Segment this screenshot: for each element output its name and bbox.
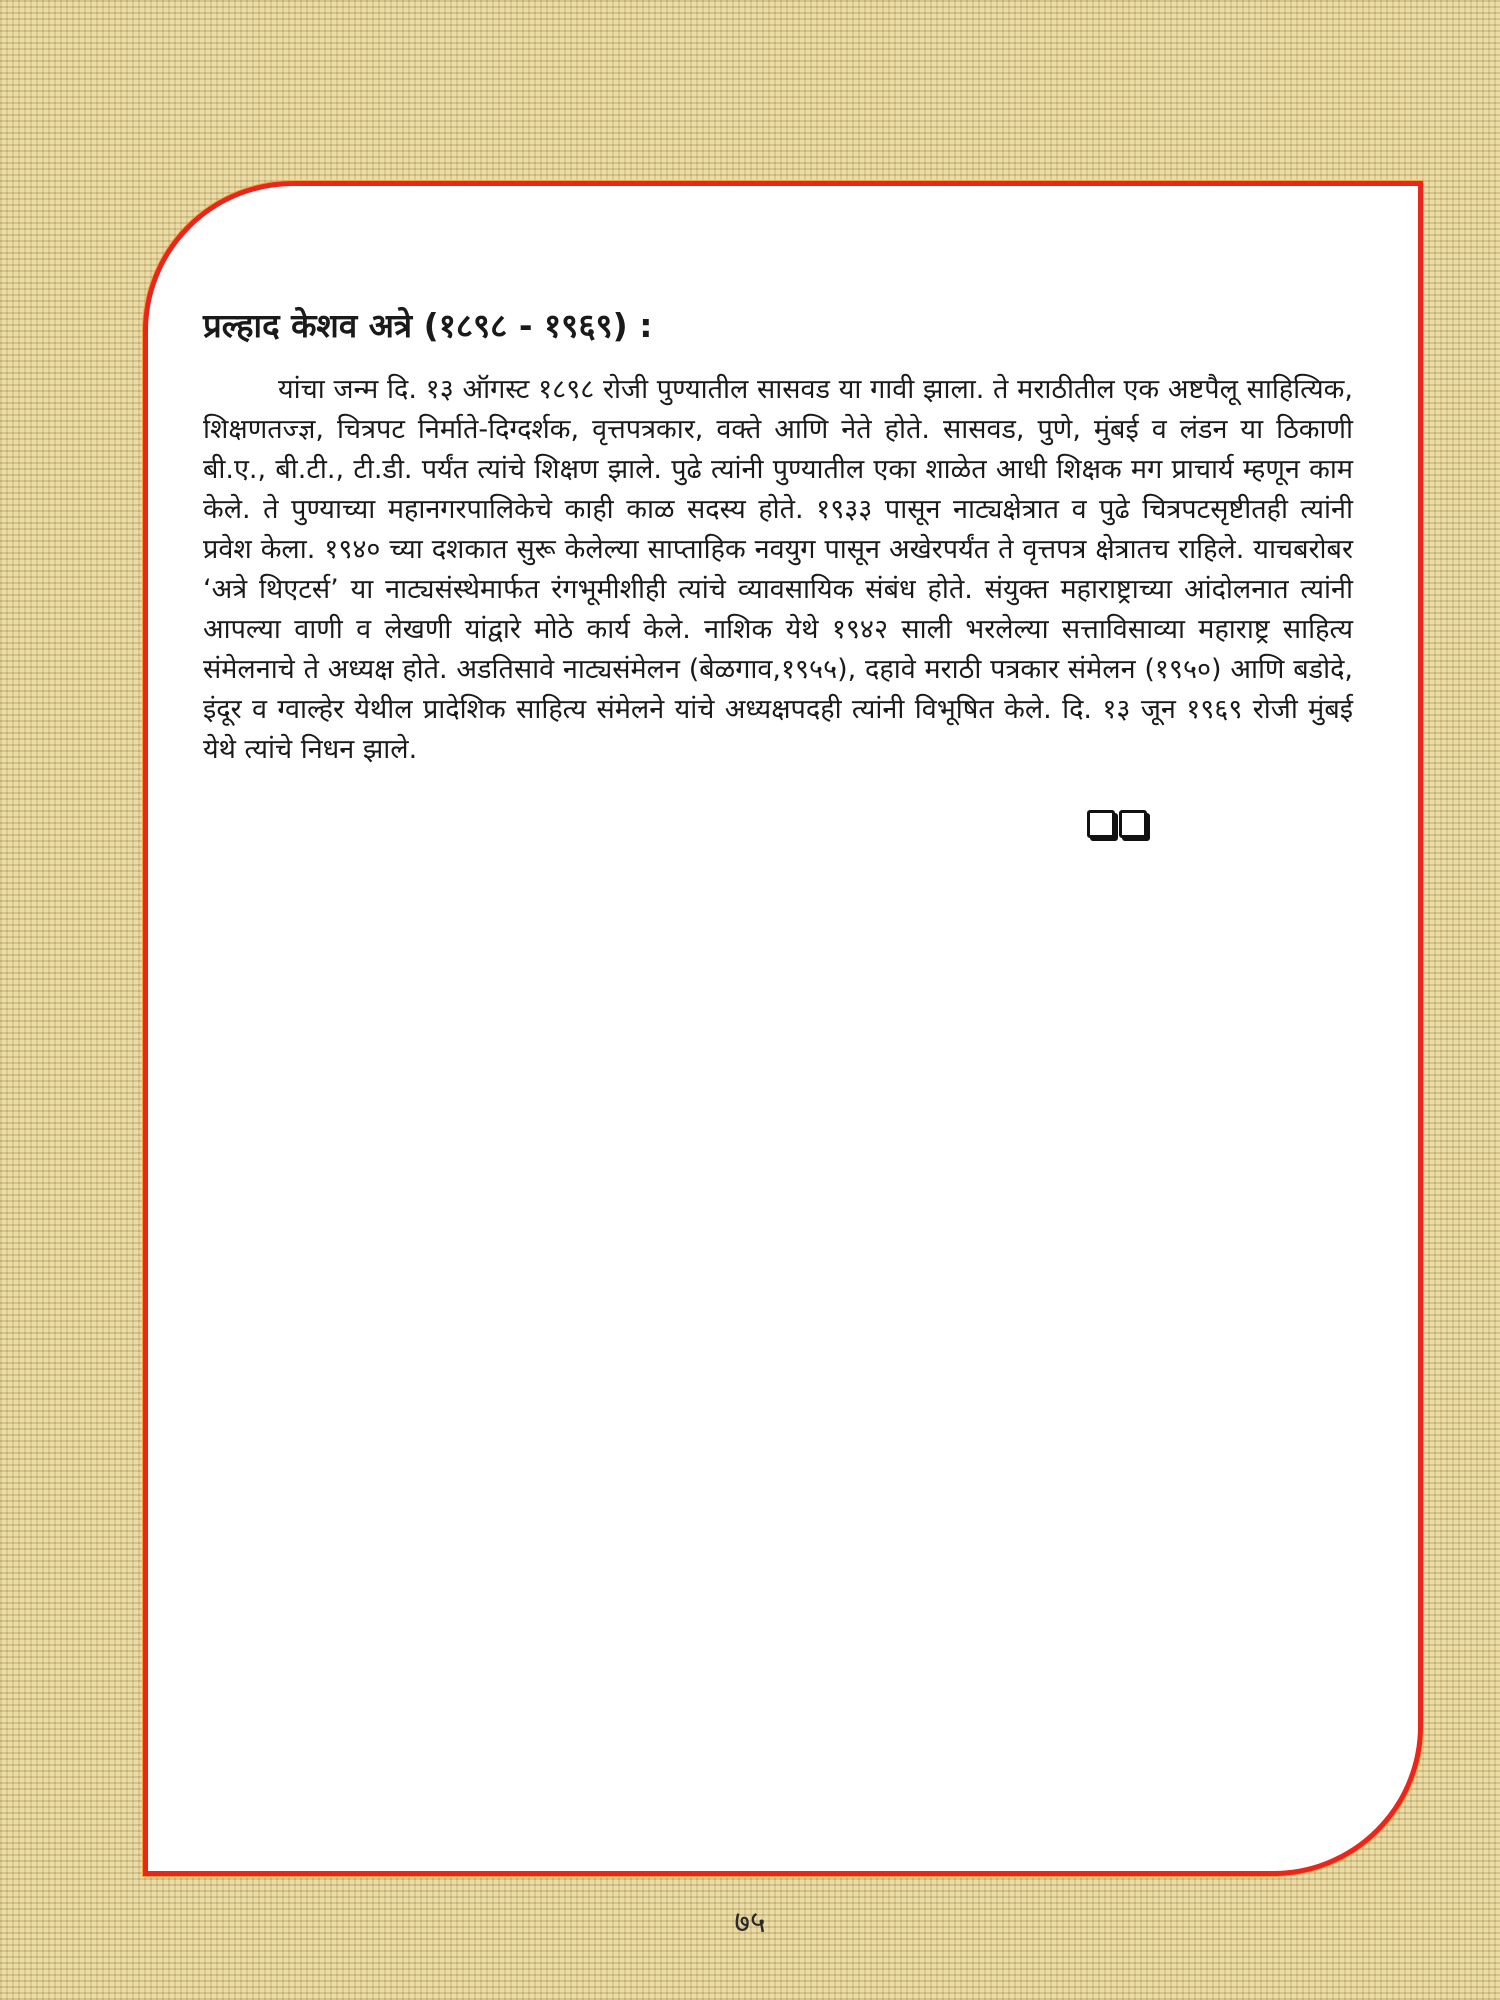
section-heading: प्रल्हाद केशव अत्रे (१८९८ - १९६९) : xyxy=(203,306,653,345)
biography-paragraph: यांचा जन्म दि. १३ ऑगस्ट १८९८ रोजी पुण्यातील सासवड या गावी झाला. ते मराठीतील एक अष्टपैलू साहित्यिक, शिक्षणतज्ज्ञ, चित्रपट निर्माते-दिग्दर्शक, वृत्तपत्रकार, वक्ते आणि नेते होते. सासवड, पुणे, मुंबई व लंडन या ठिकाणी बी.ए., बी.टी., टी.डी. पर्यंत त्यांचे शिक्षण झाले. पुढे त्यांनी पुण्यातील एका शाळेत आधी शिक्षक मग प्राचार्य म्हणून काम केले. ते पुण्याच्या महानगरपालिकेचे काही काळ सदस्य होते. १९३३ पासून नाट्यक्षेत्रात व पुढे चित्रपटसृष्टीतही त्यांनी प्रवेश केला. १९४० च्या दशकात सुरू केलेल्या साप्ताहिक नवयुग पासून अखेरपर्यंत ते वृत्तपत्र क्षेत्रातच राहिले. याचबरोबर ‘अत्रे थिएटर्स’ या नाट्यसंस्थेमार्फत रंगभूमीशीही त्यांचे व्यावसायिक संबंध होते. संयुक्त महाराष्ट्राच्या आंदोलनात त्यांनी आपल्या वाणी व लेखणी यांद्वारे मोठे कार्य केले. नाशिक येथे १९४२ साली भरलेल्या सत्ताविसाव्या महाराष्ट्र साहित्य संमेलनाचे ते अध्यक्ष होते. अडतिसावे नाट्यसंमेलन (बेळगाव,१९५५), दहावे मराठी पत्रकार संमेलन (१९५०) आणि बडोदे, इंदूर व ग्वाल्हेर येथील प्रादेशिक साहित्य संमेलने यांचे अध्यक्षपदही त्यांनी विभूषित केले. दि. १३ जून १९६९ रोजी मुंबई येथे त्यांचे निधन झाले. xyxy=(203,374,1353,765)
page-number: ७५ xyxy=(734,1905,766,1940)
square-bullet-icon xyxy=(1087,810,1115,838)
end-of-section-mark xyxy=(1087,810,1147,838)
content-panel xyxy=(143,181,1423,1876)
square-bullet-icon xyxy=(1119,810,1147,838)
